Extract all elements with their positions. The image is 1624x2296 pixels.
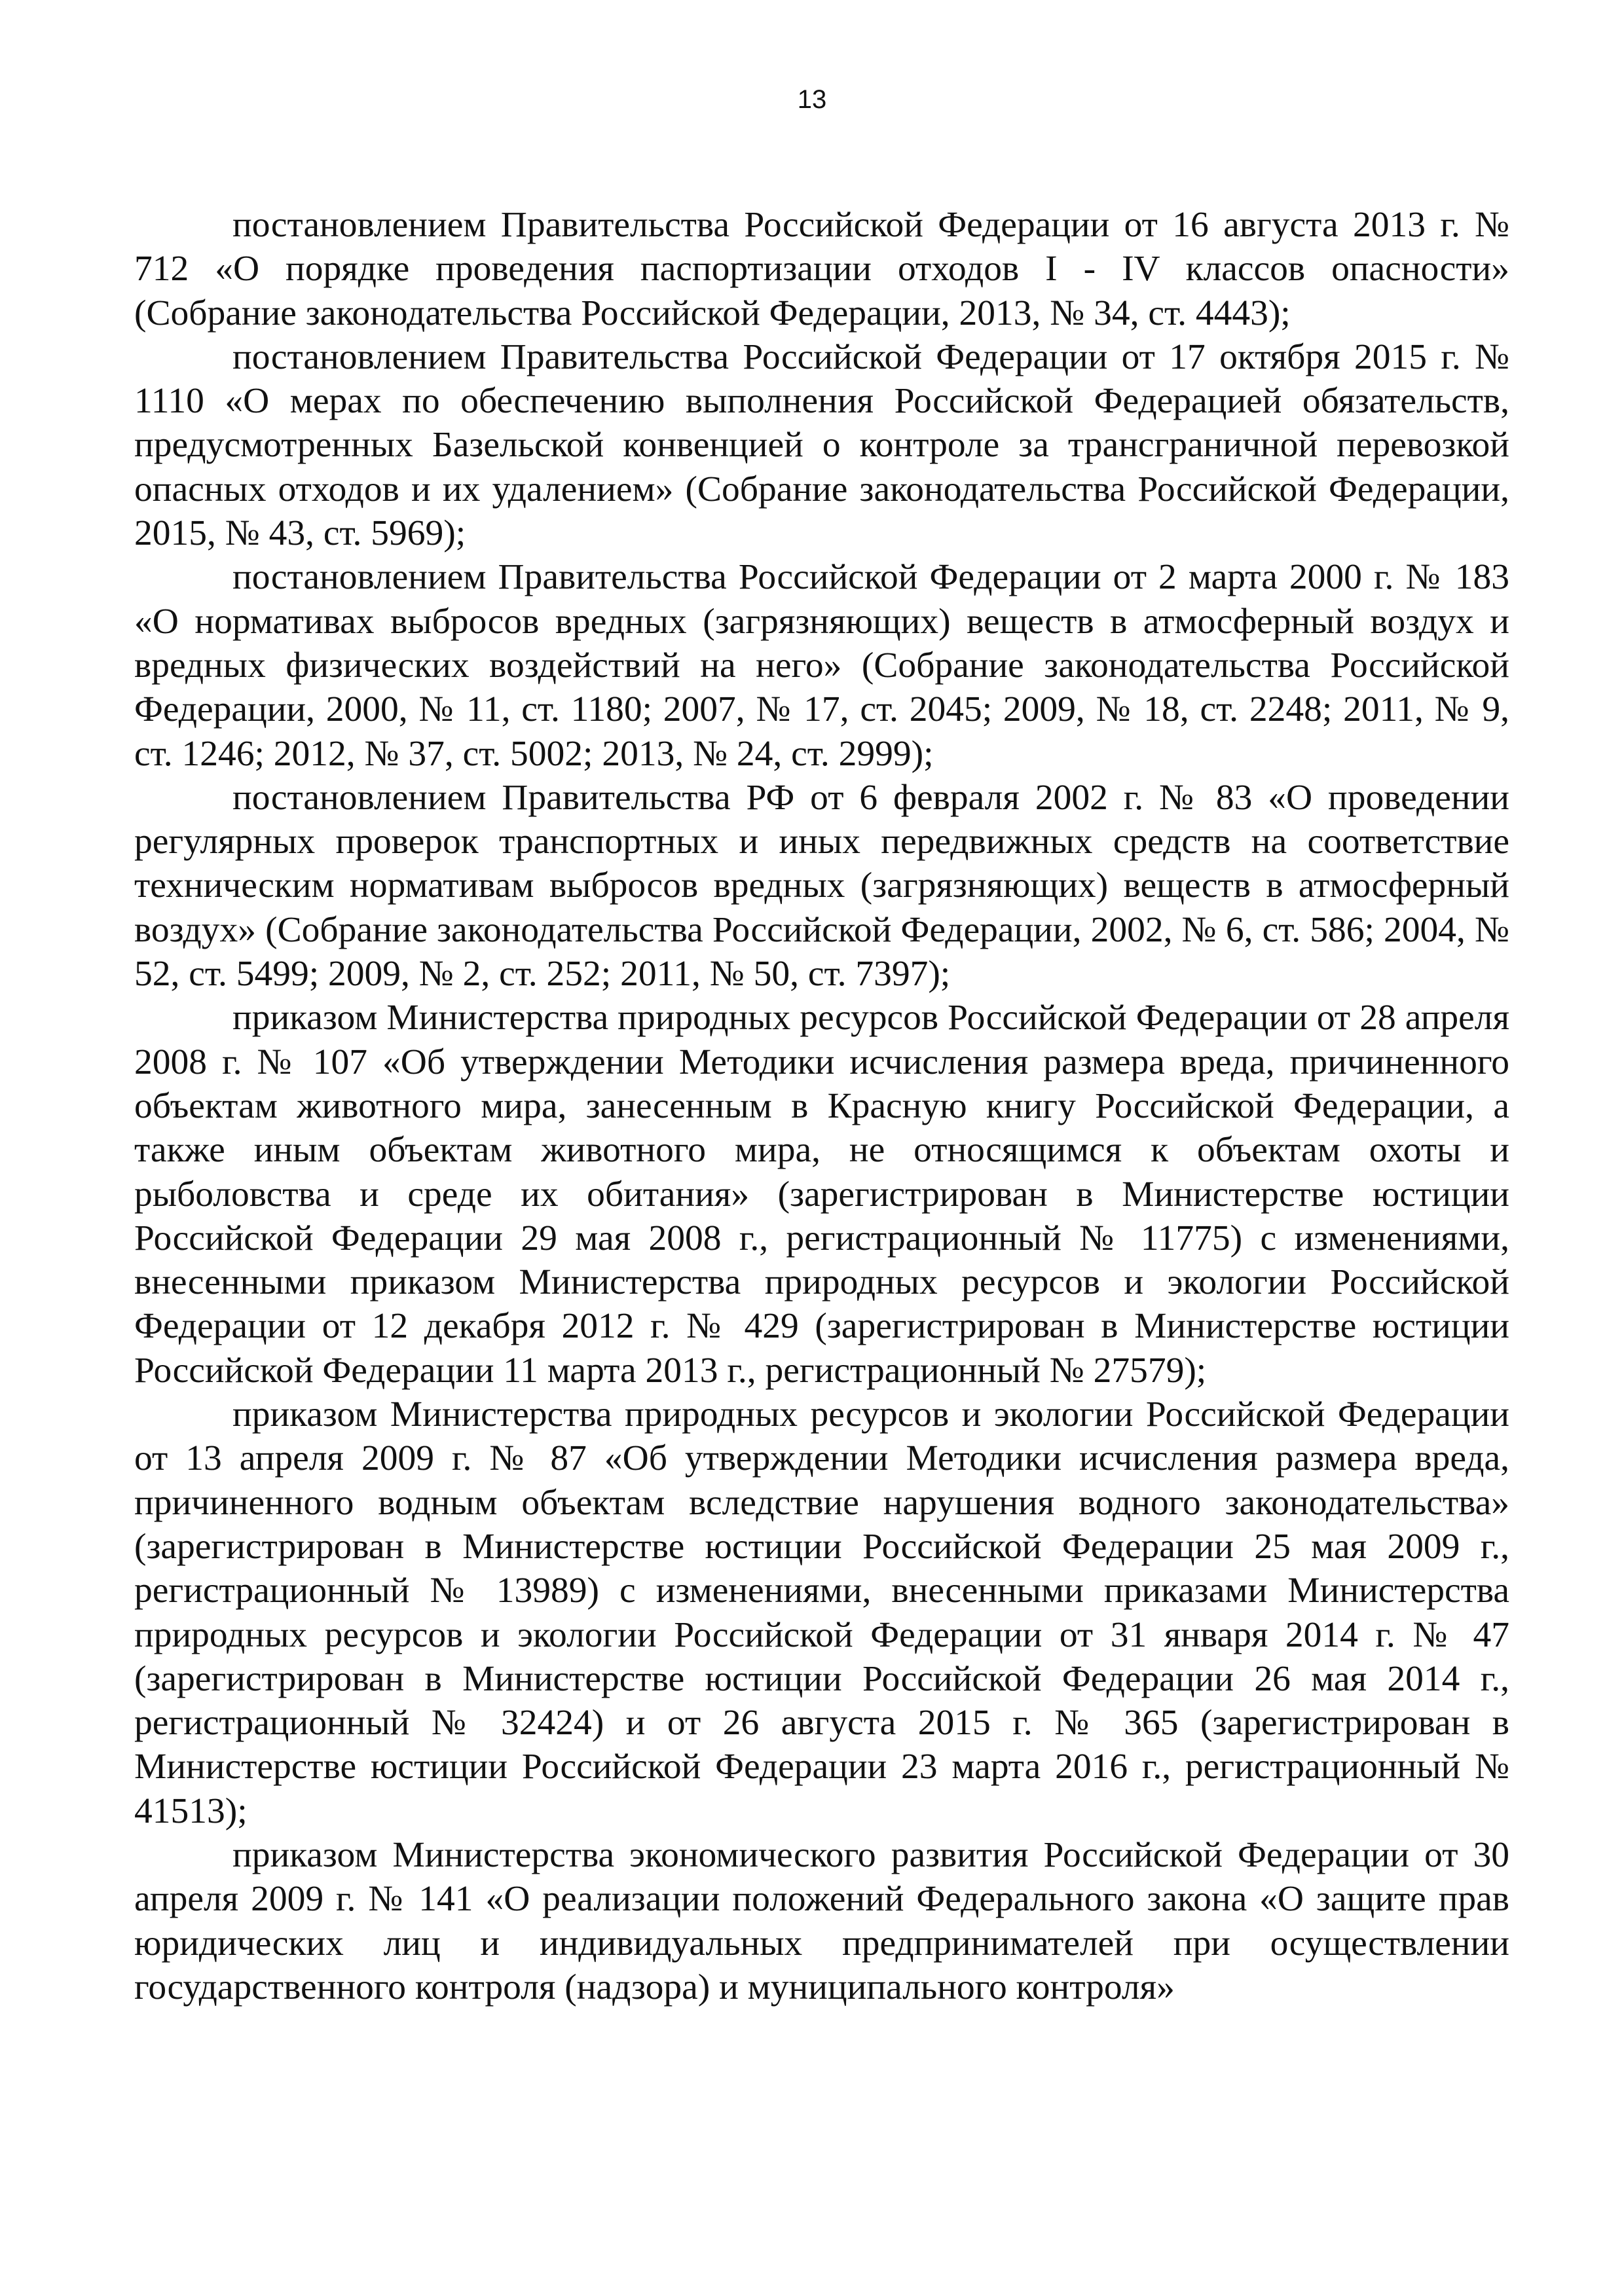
paragraph-basel-convention-resolution: постановлением Правительства Российской Федерации от 17 октября 2015 г. № 1110 «О мерах по обеспечению выполнения Российской Федерацией обязательств, предусмотренных Базельской конвенцией о контроле за трансграничной перевозкой опасных отходов и их удалением» (Собрание законодательства Российской Федерации, 2015, № 43, ст. 5969); <box>134 337 1509 554</box>
paragraph-emissions-standards-resolution: постановлением Правительства Российской Федерации от 2 марта 2000 г. № 183 «О нормативах выбросов вредных (загрязняющих) веществ в атмосферный воздух и вредных физических воздействий на него» (Собрание законодательства Российской Федерации, 2000, № 11, ст. 1180; 2007, № 17, ст. 2045; 2009, № 18, ст. 2248; 2011, № 9, ст. 1246; 2012, № 37, ст. 5002; 2013, № 24, ст. 2999); <box>134 557 1509 774</box>
paragraph-vehicle-inspection-resolution: постановлением Правительства РФ от 6 февраля 2002 г. № 83 «О проведении регулярных проверок транспортных и иных передвижных средств на соответствие техническим нормативам выбросов вредных (загрязняющих) веществ в атмосферный воздух» (Собрание законодательства Российской Федерации, 2002, № 6, ст. 586; 2004, № 52, ст. 5499; 2009, № 2, ст. 252; 2011, № 50, ст. 7397); <box>134 777 1509 994</box>
page-number: 13 <box>797 85 827 114</box>
document-body <box>134 203 1509 2009</box>
paragraph-economic-development-order: приказом Министерства экономического развития Российской Федерации от 30 апреля 2009 г. № 141 «О реализации положений Федерального закона «О защите прав юридических лиц и индивидуальных предпринимателей при осуществлении государственного контроля (надзора) и муниципального контроля» <box>134 1834 1509 2007</box>
paragraph-wildlife-damage-order: приказом Министерства природных ресурсов Российской Федерации от 28 апреля 2008 г. № 107 «Об утверждении Методики исчисления размера вреда, причиненного объектам животного мира, занесенным в Красную книгу Российской Федерации, а также иным объектам животного мира, не относящимся к объектам охоты и рыболовства и среде их обитания» (зарегистрирован в Министерстве юстиции Российской Федерации 29 мая 2008 г., регистрационный № 11775) с изменениями, внесенными приказом Министерства природных ресурсов и экологии Российской Федерации от 12 декабря 2012 г. № 429 (зарегистрирован в Министерстве юстиции Российской Федерации 11 марта 2013 г., регистрационный № 27579); <box>134 998 1509 1391</box>
paragraph-passportization-resolution: постановлением Правительства Российской Федерации от 16 августа 2013 г. № 712 «О порядке проведения паспортизации отходов I - IV классов опасности» (Собрание законодательства Российской Федерации, 2013, № 34, ст. 4443); <box>134 205 1509 333</box>
paragraph-water-damage-order: приказом Министерства природных ресурсов и экологии Российской Федерации от 13 апреля 2009 г. № 87 «Об утверждении Методики исчисления размера вреда, причиненного водным объектам вследствие нарушения водного законодательства» (зарегистрирован в Министерстве юстиции Российской Федерации 25 мая 2009 г., регистрационный № 13989) с изменениями, внесенными приказами Министерства природных ресурсов и экологии Российской Федерации от 31 января 2014 г. № 47 (зарегистрирован в Министерстве юстиции Российской Федерации 26 мая 2014 г., регистрационный № 32424) и от 26 августа 2015 г. № 365 (зарегистрирован в Министерстве юстиции Российской Федерации 23 марта 2016 г., регистрационный № 41513); <box>134 1394 1509 1831</box>
